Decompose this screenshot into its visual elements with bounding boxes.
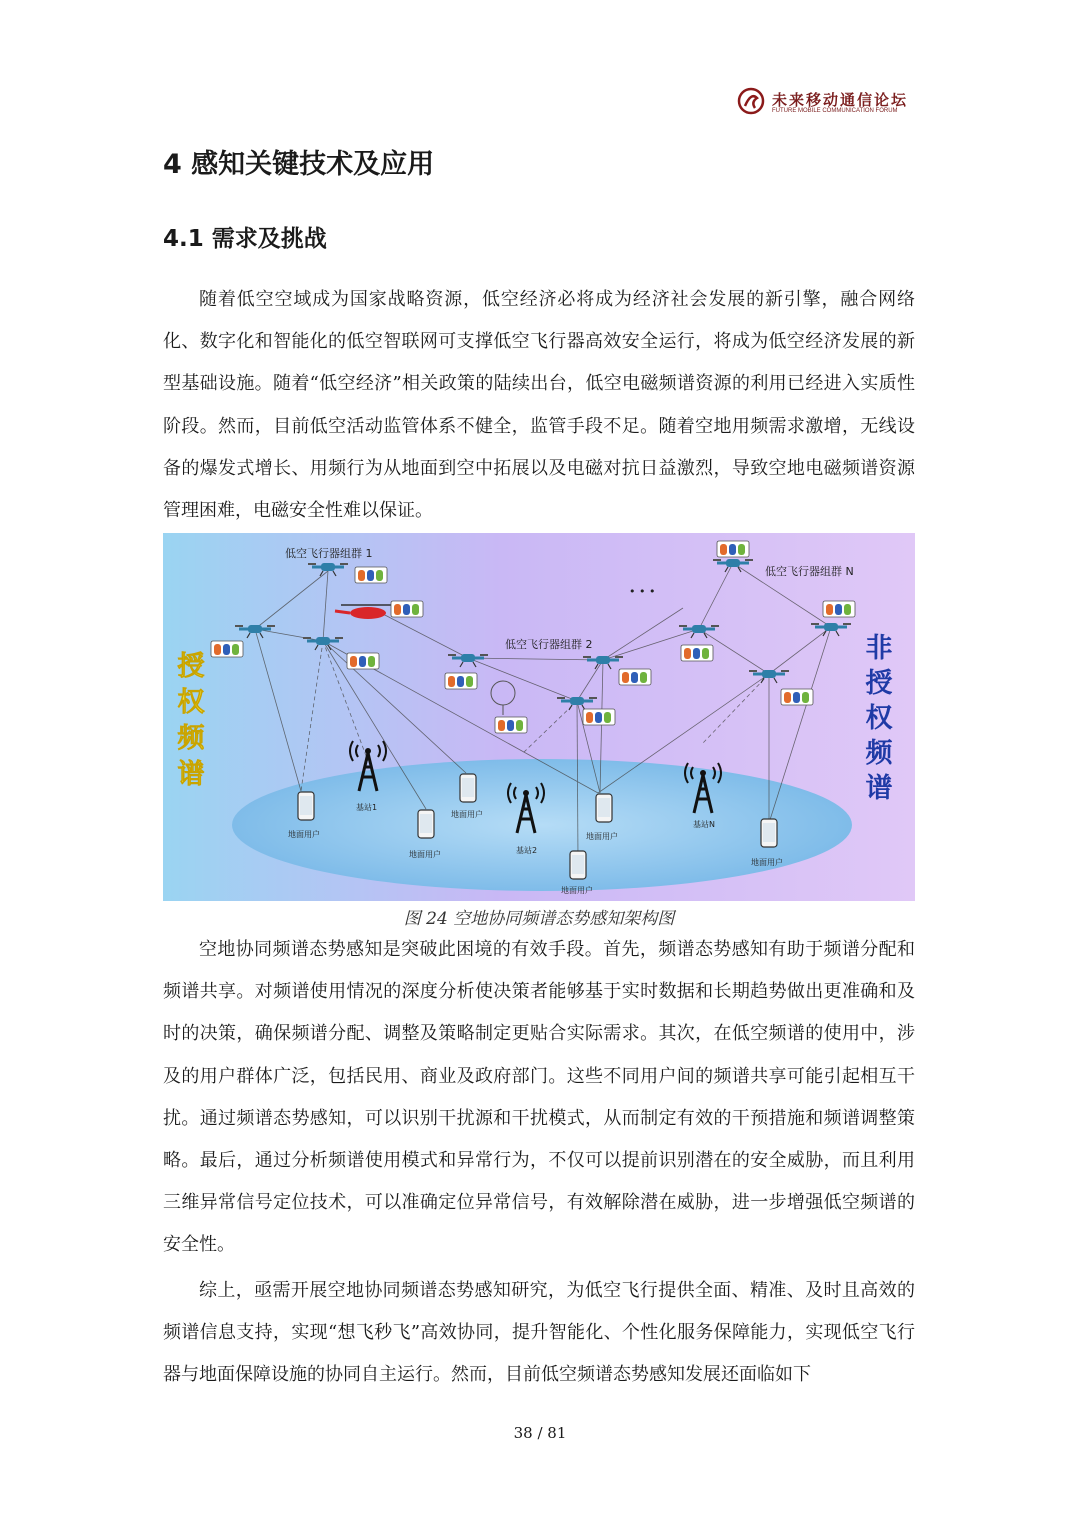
unlicensed-spectrum-char: 权	[865, 703, 893, 734]
clusterN-label: 低空飞行器组群 N	[765, 565, 854, 578]
spectrum-icon	[445, 673, 477, 689]
subsection-heading: 4.1 需求及挑战	[163, 226, 327, 252]
base-station-2-label: 基站2	[516, 846, 538, 855]
ground-user-label: 地面用户	[751, 858, 783, 867]
page-number: 38 / 81	[513, 1424, 567, 1442]
forum-logo	[736, 86, 909, 122]
spectrum-icon	[211, 641, 243, 657]
ground-user-label: 地面用户	[561, 886, 593, 895]
paragraph-3: 综上，亟需开展空地协同频谱态势感知研究，为低空飞行提供全面、精准、及时且高效的频谱信息支持，实现“想飞秒飞”高效协同，提升智能化、个性化服务保障能力，实现低空飞行器与地面保障设施的协同自主运行。然而，目前低空频谱态势感知发展还面临如下	[163, 1280, 915, 1386]
unlicensed-spectrum-char: 授	[865, 668, 893, 699]
licensed-spectrum-char: 权	[177, 687, 205, 718]
ground-user-phone-icon	[418, 810, 434, 838]
spectrum-icon	[681, 645, 713, 661]
spectrum-icon	[583, 709, 615, 725]
cluster2-label: 低空飞行器组群 2	[505, 638, 593, 651]
spectrum-icon	[495, 717, 527, 733]
paragraph-1: 随着低空空域成为国家战略资源，低空经济必将成为经济社会发展的新引擎，融合网络化、数字化和智能化的低空智联网可支撑低空飞行器高效安全运行，将成为低空经济发展的新型基础设施。随着“低空经济”相关政策的陆续出台，低空电磁频谱资源的利用已经进入实质性阶段。然而，目前低空活动监管体系不健全，监管手段不足。随着空地用频需求激增，无线设备的爆发式增长、用频行为从地面到空中拓展以及电磁对抗日益激烈，导致空地电磁频谱资源管理困难，电磁安全性难以保证。	[163, 289, 915, 522]
spectrum-icon	[781, 689, 813, 705]
licensed-spectrum-char: 频	[177, 723, 205, 754]
ground-user-phone-icon	[570, 851, 586, 879]
ground-user-label: 地面用户	[288, 830, 320, 839]
spectrum-icon	[355, 567, 387, 583]
architecture-figure	[163, 533, 915, 901]
ground-user-phone-icon	[596, 794, 612, 822]
ground-ellipse	[232, 759, 852, 891]
cluster1-label: 低空飞行器组群 1	[285, 547, 373, 560]
ground-user-phone-icon	[298, 792, 314, 820]
ellipsis-label: • • •	[629, 585, 656, 598]
figure-caption: 图 24 空地协同频谱态势感知架构图	[403, 909, 675, 929]
ground-user-label: 地面用户	[586, 832, 618, 841]
logo-subtext: FUTURE MOBILE COMMUNICATION FORUM	[772, 108, 898, 114]
unlicensed-spectrum-char: 非	[865, 633, 893, 664]
spectrum-icon	[823, 601, 855, 617]
forum-logo-icon	[736, 86, 766, 116]
licensed-spectrum-char: 谱	[177, 759, 205, 790]
base-station-1-label: 基站1	[356, 803, 378, 812]
paragraph-2: 空地协同频谱态势感知是突破此困境的有效手段。首先，频谱态势感知有助于频谱分配和频谱共享。对频谱使用情况的深度分析使决策者能够基于实时数据和长期趋势做出更准确和及时的决策，确保频谱分配、调整及策略制定更贴合实际需求。其次，在低空频谱的使用中，涉及的用户群体广泛，包括民用、商业及政府部门。这些不同用户间的频谱共享可能引起相互干扰。通过频谱态势感知，可以识别干扰源和干扰模式，从而制定有效的干预措施和频谱调整策略。最后，通过分析频谱使用模式和异常行为，不仅可以提前识别潜在的安全威胁，而且利用三维异常信号定位技术，可以准确定位异常信号，有效解除潜在威胁，进一步增强低空频谱的安全性。	[163, 939, 915, 1256]
unlicensed-spectrum-label	[866, 633, 894, 804]
spectrum-icon	[391, 601, 423, 617]
ground-user-label: 地面用户	[409, 850, 441, 859]
logo-text: 未来移动通信论坛	[772, 91, 909, 109]
unlicensed-spectrum-char: 谱	[865, 773, 893, 804]
section-heading: 4 感知关键技术及应用	[163, 149, 435, 180]
ground-user-label: 地面用户	[451, 810, 483, 819]
spectrum-icon	[717, 541, 749, 557]
licensed-spectrum-char: 授	[177, 651, 205, 682]
spectrum-icon	[619, 669, 651, 685]
architecture-diagram	[163, 533, 915, 901]
ground-user-phone-icon	[460, 774, 476, 802]
spectrum-icon	[347, 653, 379, 669]
unlicensed-spectrum-char: 频	[865, 738, 893, 769]
base-station-n-label: 基站N	[693, 820, 715, 829]
ground-user-phone-icon	[761, 819, 777, 847]
